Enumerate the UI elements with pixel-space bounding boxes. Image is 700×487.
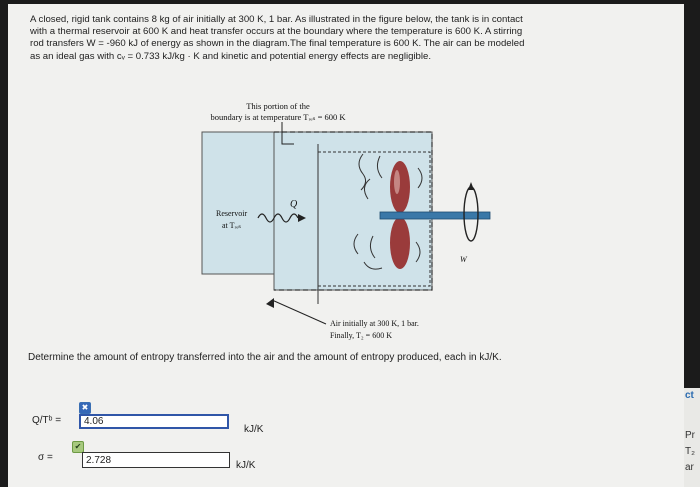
reservoir-block: [202, 132, 274, 274]
reservoir-label-line2: at Tᵣₑₛ: [222, 221, 242, 230]
work-symbol: W: [460, 255, 467, 264]
cropped-text: ct: [685, 390, 694, 401]
air-tank: [274, 132, 432, 290]
cropped-side-panel: [684, 388, 700, 487]
problem-sheet: [8, 4, 684, 487]
heat-symbol: Q: [290, 199, 298, 210]
entropy-transfer-unit: kJ/K: [244, 424, 264, 435]
propeller-blade-bottom: [390, 217, 410, 269]
entropy-transfer-label: Q/Tᵇ =: [32, 415, 62, 426]
crank-arrow: [468, 182, 474, 190]
tank-figure: [8, 4, 684, 349]
incorrect-mark-icon: ✖: [79, 402, 91, 414]
cropped-text: ar: [685, 462, 694, 473]
problem-line: as an ideal gas with cᵥ = 0.733 kJ/kg · K and kinetic and potential energy effects are negligible.: [30, 50, 432, 62]
stirring-shaft: [380, 212, 490, 219]
cropped-text: Pr: [685, 430, 695, 441]
entropy-produced-input[interactable]: 2.728: [82, 452, 230, 468]
problem-line: with a thermal reservoir at 600 K and heat transfer occurs at the boundary where the temperature is 600 K. A stirring: [30, 26, 523, 38]
air-pointer-head: [266, 298, 274, 308]
air-label-line2: Finally, T₂ = 600 K: [330, 331, 392, 340]
entropy-transfer-input[interactable]: 4.06: [79, 414, 229, 429]
problem-line: A closed, rigid tank contains 8 kg of air initially at 300 K, 1 bar. As illustrated in the figure below, the tank is in contact: [30, 14, 523, 25]
boundary-label-line2: boundary is at temperature Tᵣₑₛ = 600 K: [210, 112, 346, 122]
reservoir-label-line1: Reservoir: [216, 209, 248, 218]
entropy-produced-label: σ =: [38, 452, 53, 463]
problem-line: rod transfers W = -960 kJ of energy as shown in the diagram.The final temperature is 600 K. The air can be modeled: [30, 38, 525, 50]
air-label-line1: Air initially at 300 K, 1 bar.: [330, 319, 419, 328]
propeller-highlight: [394, 170, 400, 194]
boundary-label-line1: This portion of the: [246, 101, 310, 111]
correct-mark-icon: ✔: [72, 441, 84, 453]
cropped-text: T₂: [685, 446, 695, 457]
propeller-blade-top: [390, 161, 410, 213]
entropy-produced-unit: kJ/K: [236, 460, 256, 471]
question-text: Determine the amount of entropy transferred into the air and the amount of entropy produced, each in kJ/K.: [28, 352, 502, 363]
